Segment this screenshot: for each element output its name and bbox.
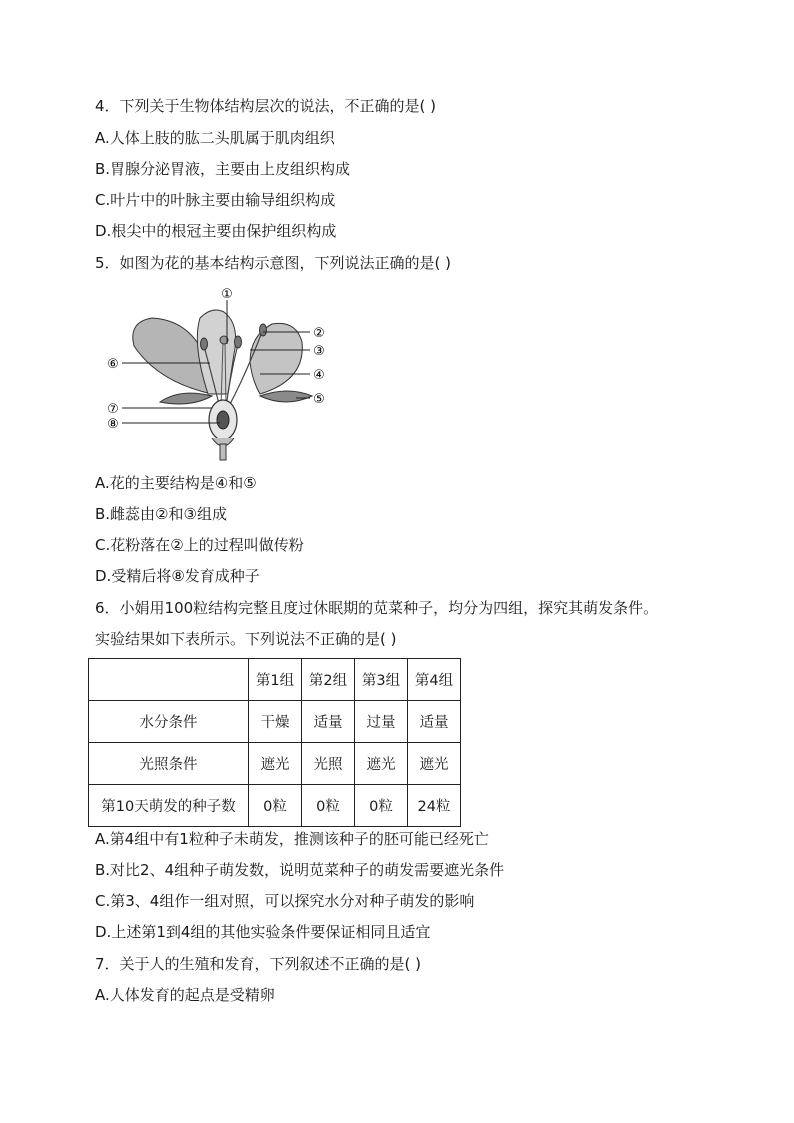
q5-option-c: C.花粉落在②上的过程叫做传粉 (95, 536, 304, 554)
q6-option-b: B.对比2、4组种子萌发数，说明苋菜种子的萌发需要遮光条件 (95, 861, 505, 879)
figure-label-5: ⑤ (313, 392, 325, 407)
figure-label-8: ⑧ (107, 417, 119, 432)
table-header-row (89, 659, 461, 701)
table-row (89, 743, 461, 785)
table-cell: 遮光 (408, 743, 461, 785)
q4-option-d: D.根尖中的根冠主要由保护组织构成 (95, 222, 337, 240)
table-cell: 光照条件 (89, 743, 249, 785)
table-cell: 第10天萌发的种子数 (89, 785, 249, 827)
figure-label-3: ③ (313, 344, 325, 359)
q6-stem-line2: 实验结果如下表所示。下列说法不正确的是( ) (95, 630, 397, 648)
table-cell: 过量 (355, 701, 408, 743)
table-cell: 0粒 (249, 785, 302, 827)
table-header-cell: 第3组 (355, 659, 408, 701)
table-row (89, 701, 461, 743)
figure-label-2: ② (313, 326, 325, 341)
q5-stem: 5．如图为花的基本结构示意图，下列说法正确的是( ) (95, 254, 452, 272)
table-cell: 遮光 (355, 743, 408, 785)
q6-stem-line1: 6．小娟用100粒结构完整且度过休眠期的苋菜种子，均分为四组，探究其萌发条件。 (95, 599, 659, 617)
q5-option-b: B.雌蕊由②和③组成 (95, 505, 227, 523)
q7-stem: 7．关于人的生殖和发育，下列叙述不正确的是( ) (95, 955, 422, 973)
table-cell: 0粒 (302, 785, 355, 827)
table-header-cell: 第1组 (249, 659, 302, 701)
flower-structure-figure (100, 284, 340, 462)
table-header-cell (89, 659, 249, 701)
q7-option-a: A.人体发育的起点是受精卵 (95, 986, 275, 1004)
q6-option-c: C.第3、4组作一组对照，可以探究水分对种子萌发的影响 (95, 892, 475, 910)
table-cell: 干燥 (249, 701, 302, 743)
table-header-cell: 第2组 (302, 659, 355, 701)
q5-option-a: A.花的主要结构是④和⑤ (95, 474, 257, 492)
figure-label-4: ④ (313, 368, 325, 383)
q6-option-a: A.第4组中有1粒种子未萌发，推测该种子的胚可能已经死亡 (95, 830, 489, 848)
table-cell: 适量 (302, 701, 355, 743)
table-cell: 24粒 (408, 785, 461, 827)
table-cell: 水分条件 (89, 701, 249, 743)
q6-option-d: D.上述第1到4组的其他实验条件要保证相同且适宜 (95, 923, 431, 941)
q4-option-a: A.人体上肢的肱二头肌属于肌肉组织 (95, 129, 335, 147)
table-cell: 适量 (408, 701, 461, 743)
table-row (89, 785, 461, 827)
q4-stem: 4．下列关于生物体结构层次的说法，不正确的是( ) (95, 97, 437, 115)
q5-option-d: D.受精后将⑧发育成种子 (95, 567, 260, 585)
table-header-cell: 第4组 (408, 659, 461, 701)
q4-option-b: B.胃腺分泌胃液，主要由上皮组织构成 (95, 160, 351, 178)
table-cell: 光照 (302, 743, 355, 785)
figure-label-1: ① (221, 287, 233, 302)
experiment-table (88, 658, 461, 827)
q4-option-c: C.叶片中的叶脉主要由输导组织构成 (95, 191, 336, 209)
figure-label-7: ⑦ (107, 402, 119, 417)
table-cell: 遮光 (249, 743, 302, 785)
figure-label-6: ⑥ (107, 357, 119, 372)
table-cell: 0粒 (355, 785, 408, 827)
